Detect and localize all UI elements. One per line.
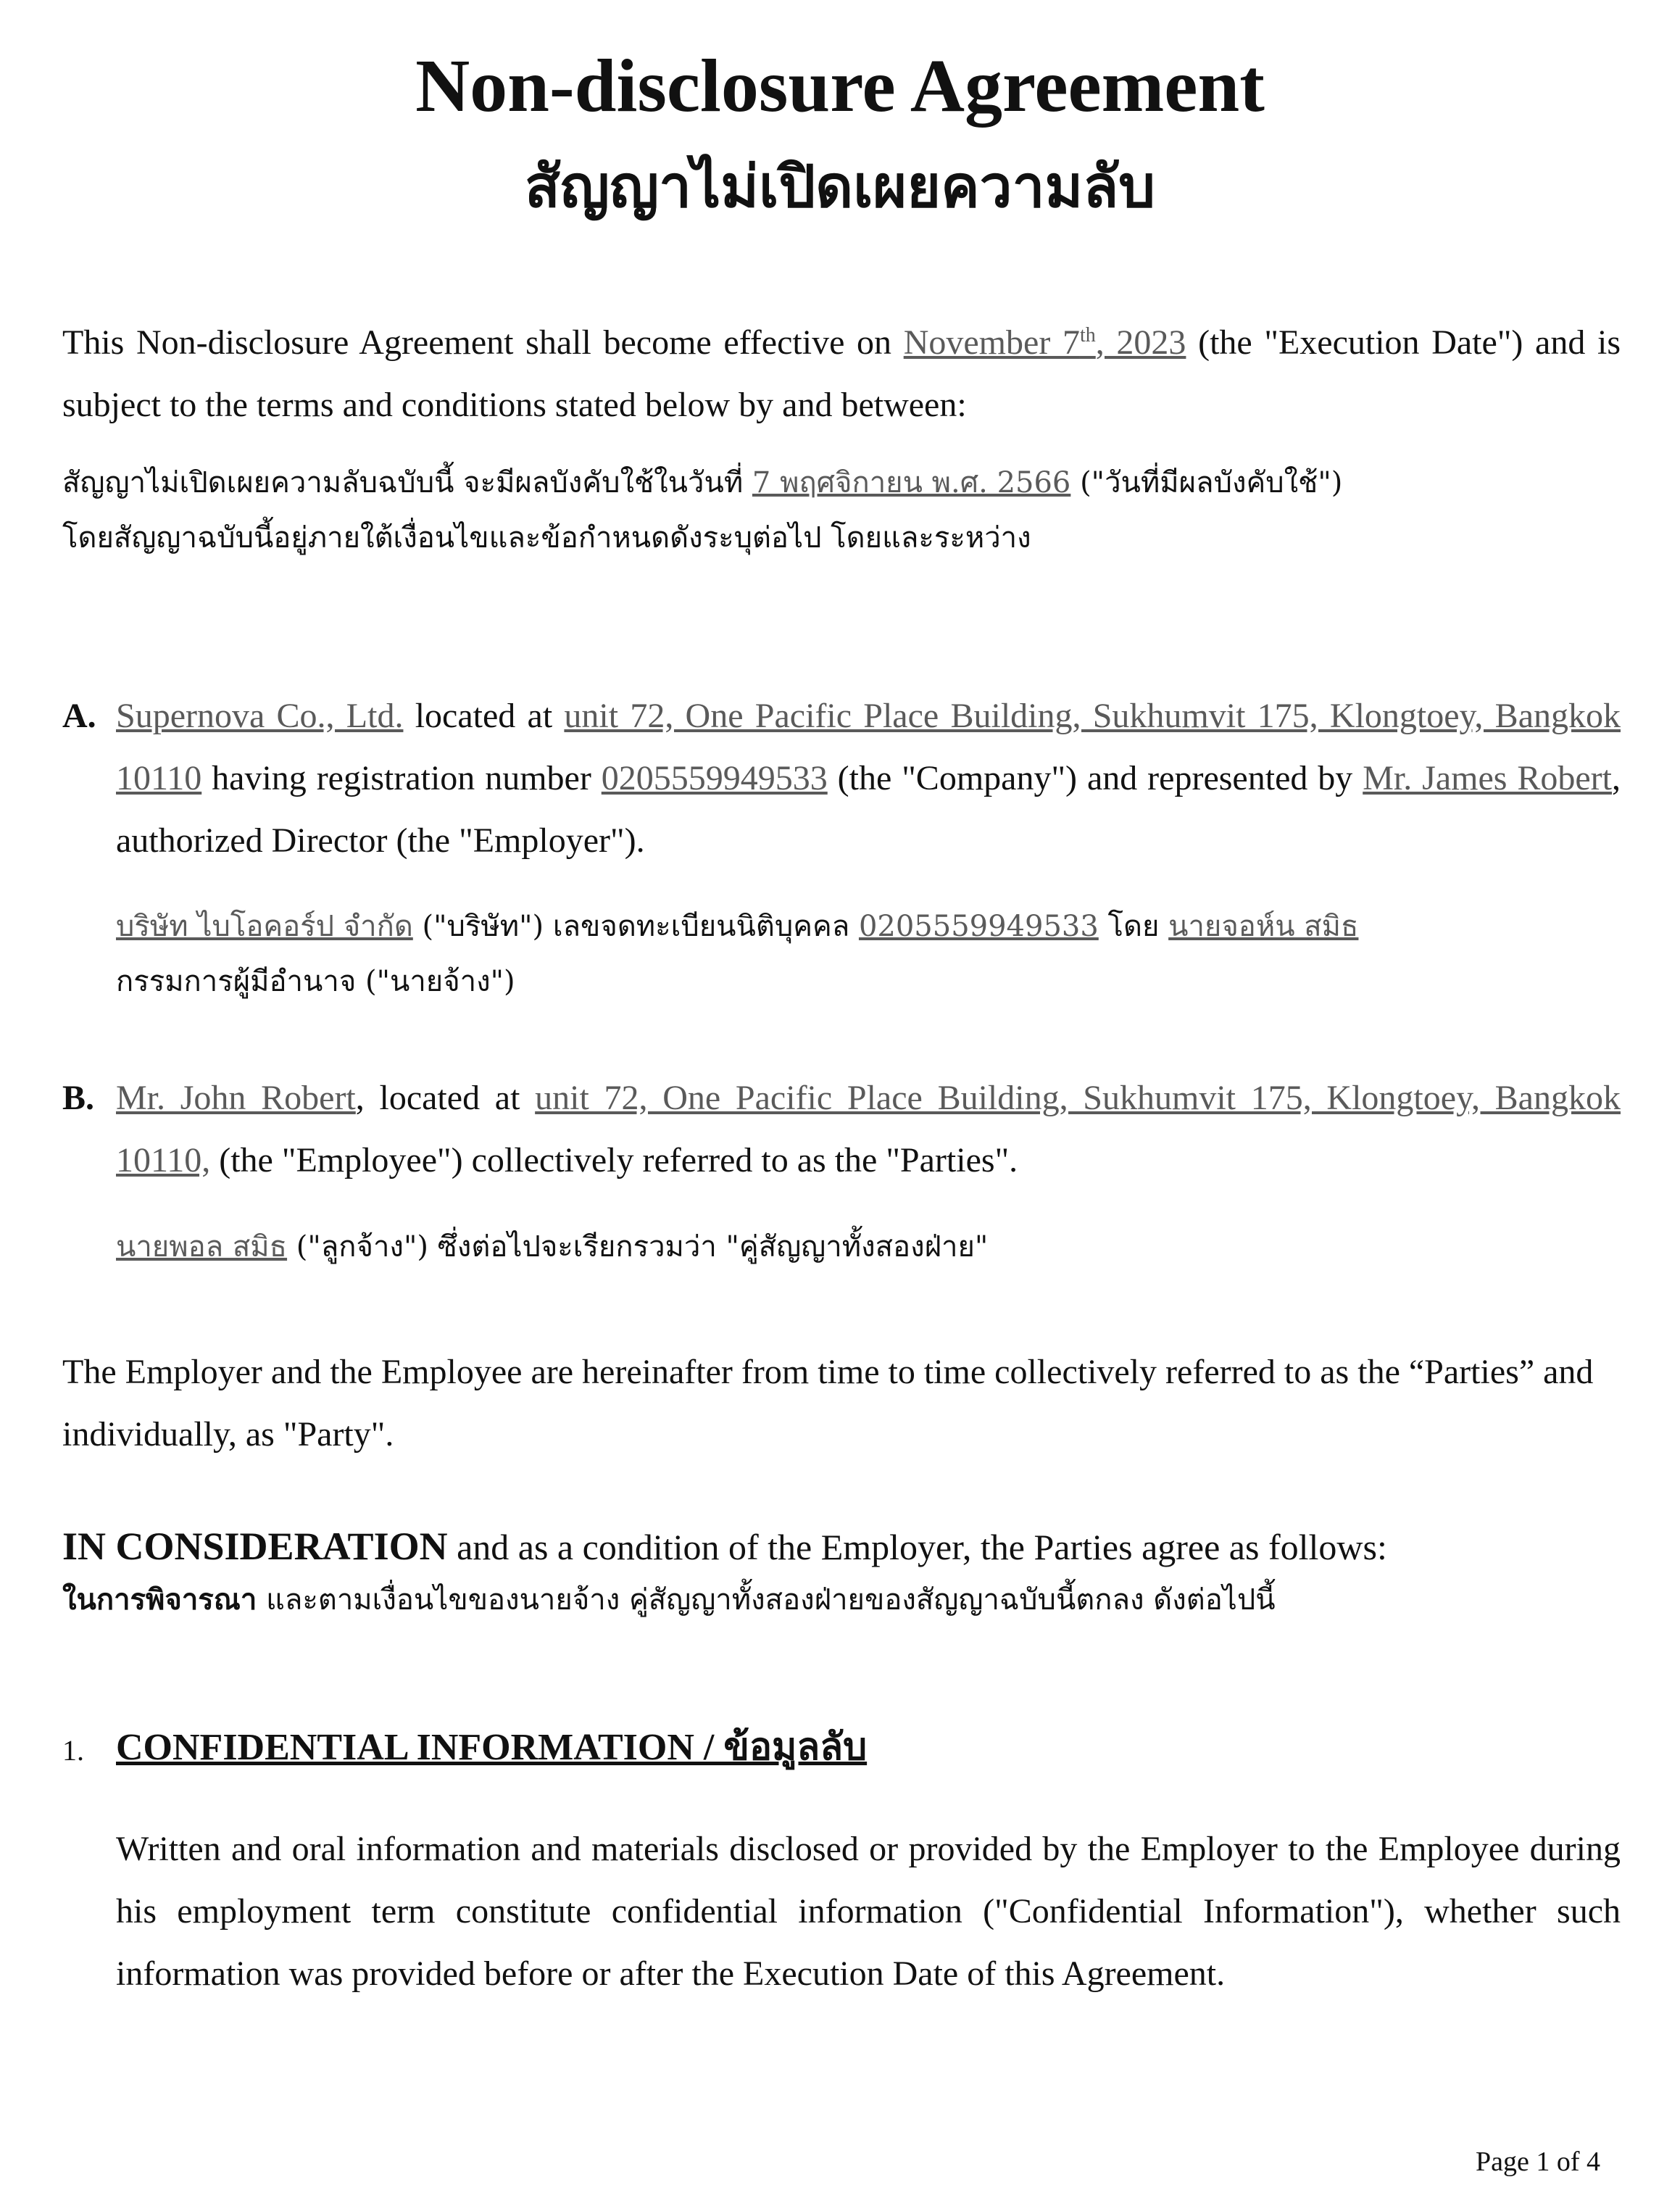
company-name-field-thai: บริษัท ไบโอคอร์ป จำกัด: [116, 910, 413, 943]
party-a-paragraph-thai: บริษัท ไบโอคอร์ป จำกัด ("บริษัท") เลขจดทะเบียนนิติบุคคล 0205559949533 โดย นายจอห์น สมิธ กรรมการผู้มีอำนาจ ("นายจ้าง"): [116, 910, 1359, 998]
parties-definition-paragraph: The Employer and the Employee are hereinafter from time to time collectively referred to as the “Parties” and individually, as "Party".: [62, 1353, 1594, 1454]
company-name-field: Supernova Co., Ltd.: [116, 697, 404, 735]
consideration-paragraph: IN CONSIDERATION and as a condition of the Employer, the Parties agree as follows: ในการพิจารณา และตามเงื่อนไขของนายจ้าง คู่สัญญาทั้งสองฝ่ายของสัญญาฉบับนี้ตกลง ดังต่อไปนี้: [62, 1525, 1387, 1617]
registration-number-field: 0205559949533: [601, 759, 828, 797]
party-a-paragraph: Supernova Co., Ltd. located at unit 72, One Pacific Place Building, Sukhumvit 175, Klongtoey, Bangkok 10110 having registration number 0205559949533 (the "Company") and represented by Mr. James Robert, authorized Director (the "Employer").: [116, 697, 1621, 860]
document-title-thai: สัญญาไม่เปิดเผยความลับ: [524, 153, 1156, 220]
registration-number-field-thai: 0205559949533: [858, 910, 1099, 943]
document-title: Non-disclosure Agreement: [415, 44, 1265, 128]
party-b-paragraph-thai: นายพอล สมิธ ("ลูกจ้าง") ซึ่งต่อไปจะเรียกรวมว่า "คู่สัญญาทั้งสองฝ่าย": [116, 1230, 989, 1264]
party-b-paragraph: Mr. John Robert, located at unit 72, One Pacific Place Building, Sukhumvit 175, Klongtoey, Bangkok 10110, (the "Employee") collectively referred to as the "Parties".: [116, 1079, 1621, 1179]
party-b-marker: B.: [62, 1079, 95, 1117]
company-address-field: unit 72, One Pacific Place Building, Sukhumvit 175, Klongtoey, Bangkok 10110: [116, 697, 1621, 797]
page-number: Page 1 of 4: [1475, 2147, 1600, 2177]
intro-paragraph-thai: สัญญาไม่เปิดเผยความลับฉบับนี้ จะมีผลบังคับใช้ในวันที่ 7 พฤศจิกายน พ.ศ. 2566 ("วันที่มีผลบังคับใช้") โดยสัญญาฉบับนี้อยู่ภายใต้เงื่อนไขและข้อกำหนดดังระบุต่อไป โดยและระหว่าง: [62, 466, 1343, 555]
section-1-body: Written and oral information and materials disclosed or provided by the Employer to the Employee during his employment term constitute confidential information ("Confidential Information"), whether such information was provided before or after the Execution Date of this Agreement.: [116, 1830, 1621, 1993]
section-1-number: 1.: [62, 1734, 84, 1767]
party-a-marker: A.: [62, 697, 96, 735]
execution-date-field: November 7th, 2023: [903, 323, 1186, 362]
section-1-title: CONFIDENTIAL INFORMATION / ข้อมูลลับ: [116, 1727, 868, 1768]
representative-name-field: Mr. James Robert: [1363, 759, 1612, 797]
execution-date-field-thai: 7 พฤศจิกายน พ.ศ. 2566: [752, 466, 1071, 499]
employee-name-field-thai: นายพอล สมิธ: [116, 1230, 288, 1264]
employee-address-field: unit 72, One Pacific Place Building, Sukhumvit 175, Klongtoey, Bangkok 10110,: [116, 1079, 1621, 1179]
intro-paragraph: This Non-disclosure Agreement shall become effective on November 7th, 2023 (the "Execution Date") and is subject to the terms and conditions stated below by and between:: [62, 323, 1621, 424]
representative-name-field-thai: นายจอห์น สมิธ: [1168, 910, 1359, 943]
employee-name-field: Mr. John Robert: [116, 1079, 356, 1117]
